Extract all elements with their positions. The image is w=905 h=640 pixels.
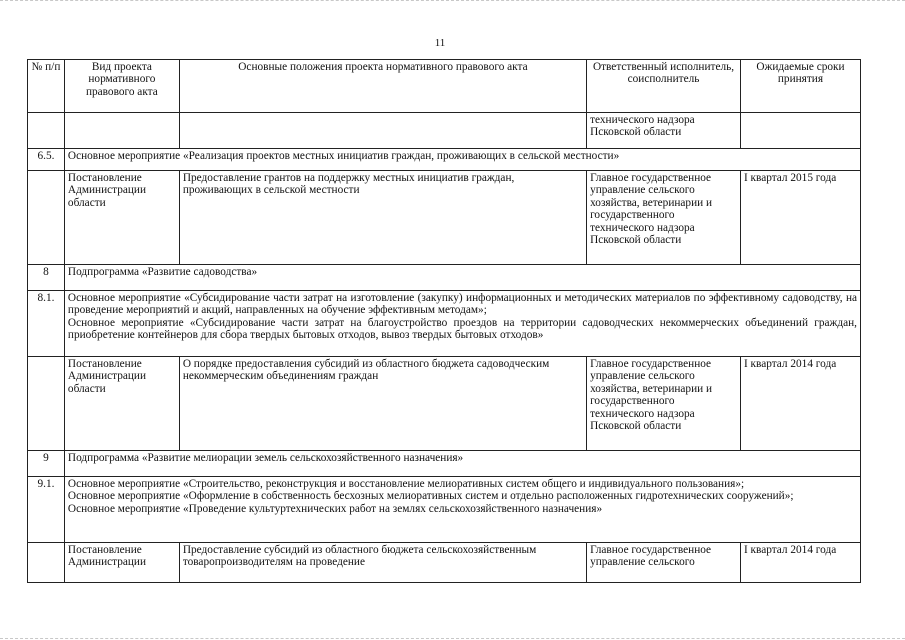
- cell-terms: I квартал 2015 года: [740, 171, 860, 265]
- header-terms: Ожидаемые сроки принятия: [740, 60, 860, 113]
- cell-num: 8: [28, 265, 65, 291]
- cell-kind: Постановление Администрации области: [64, 357, 179, 451]
- header-kind: Вид проекта нормативного правового акта: [64, 60, 179, 113]
- section-description: [64, 477, 860, 543]
- header-num: № п/п: [28, 60, 65, 113]
- header-responsible: Ответственный исполнитель, соисполнитель: [587, 60, 741, 113]
- cell-num: 9: [28, 451, 65, 477]
- section-title: Подпрограмма «Развитие садоводства»: [64, 265, 860, 291]
- cell-terms: I квартал 2014 года: [740, 543, 860, 583]
- section-line: Основное мероприятие «Проведение культуртехнических работ на землях сельскохозяйственного назначения»: [67, 502, 603, 515]
- cell-num: 9.1.: [28, 477, 65, 543]
- section-line: Основное мероприятие «Строительство, реконструкция и восстановление мелиоративных систем общего и индивидуального пользования»;: [67, 478, 745, 490]
- scan-edge-bottom: [0, 636, 905, 639]
- cell-responsible: технического надзора Псковской области: [587, 113, 741, 149]
- header-main: Основные положения проекта нормативного правового акта: [179, 60, 586, 113]
- table-row: [28, 543, 861, 583]
- cell-kind: Постановление Администрации: [64, 543, 179, 583]
- section-title: Основное мероприятие «Реализация проектов местных инициатив граждан, проживающих в сельской местности»: [64, 149, 860, 171]
- section-row: [28, 451, 861, 477]
- page-number: 11: [434, 37, 446, 49]
- section-line: Основное мероприятие «Оформление в собственность бесхозных мелиоративных систем и отдельно расположенных гидротехнических сооружений»;: [67, 490, 794, 503]
- cell-responsible: Главное государственное управление сельского: [587, 543, 741, 583]
- cell-responsible: Главное государственное управление сельского хозяйства, ветеринарии и государственного технического надзора Псковской области: [587, 357, 741, 451]
- cell-main: Предоставление субсидий из областного бюджета сельскохозяйственным товаропроизводителям на проведение: [179, 543, 586, 583]
- section-title: Подпрограмма «Развитие мелиорации земель сельскохозяйственного назначения»: [64, 451, 860, 477]
- cell-num: 6.5.: [28, 149, 65, 171]
- cell-num: 8.1.: [28, 291, 65, 357]
- cell-main: О порядке предоставления субсидий из областного бюджета садоводческим некоммерческим объединениям граждан: [179, 357, 586, 451]
- cell-responsible: Главное государственное управление сельского хозяйства, ветеринарии и государственного технического надзора Псковской области: [587, 171, 741, 265]
- cell-kind: Постановление Администрации области: [64, 171, 179, 265]
- scan-edge-top: [0, 0, 905, 3]
- section-description: [64, 291, 860, 357]
- section-row: [28, 149, 861, 171]
- section-row: [28, 265, 861, 291]
- section-line: Основное мероприятие «Субсидирование части затрат на изготовление (закупку) информационных и методических материалов по эффективному садоводству, на проведение мероприятий и акций, направленных на обучение эффективным методам»;: [67, 292, 857, 317]
- cell-terms: I квартал 2014 года: [740, 357, 860, 451]
- table-row: [28, 171, 861, 265]
- table-row: [28, 113, 861, 149]
- section-line: Основное мероприятие «Субсидирование части затрат на благоустройство проездов на территории садоводческих некоммерческих объединений граждан, приобретение контейнеров для сбора твердых бытовых отходов, вывоз твердых бытовых отходов»: [67, 316, 857, 342]
- legal-acts-table: [27, 59, 861, 583]
- section-row: [28, 291, 861, 357]
- cell-main: Предоставление грантов на поддержку местных инициатив граждан, проживающих в сельской местности: [179, 171, 586, 265]
- table-header-row: [28, 60, 861, 113]
- section-row: [28, 477, 861, 543]
- table-row: [28, 357, 861, 451]
